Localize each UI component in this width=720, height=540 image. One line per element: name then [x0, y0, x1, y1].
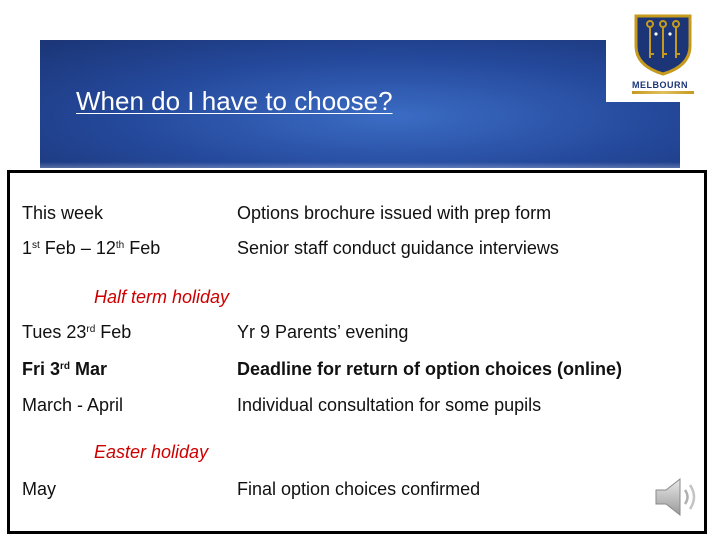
slide-title: When do I have to choose?: [76, 86, 393, 116]
school-logo: [606, 0, 720, 102]
schedule-when: This week: [22, 203, 104, 223]
schedule-what: Options brochure issued with prep form: [237, 203, 552, 223]
schedule-when: May: [22, 479, 57, 499]
schedule-when: Fri 3rd Mar: [22, 359, 108, 379]
schedule-when: 1st Feb – 12th Feb: [22, 238, 161, 258]
holiday-label: Easter holiday: [94, 442, 209, 462]
schedule-when: Tues 23rd Feb: [22, 322, 132, 342]
speaker-icon[interactable]: [650, 473, 704, 521]
schedule-what: Individual consultation for some pupils: [237, 395, 542, 415]
schedule-what: Yr 9 Parents’ evening: [237, 322, 409, 342]
logo-name: MELBOURN: [632, 80, 688, 90]
school-crest-icon: [630, 12, 696, 78]
schedule-when: March - April: [22, 395, 124, 415]
holiday-label: Half term holiday: [94, 287, 230, 307]
logo-subline: [632, 91, 694, 94]
schedule-what: Senior staff conduct guidance interviews: [237, 238, 559, 258]
schedule-what: Final option choices confirmed: [237, 479, 481, 499]
schedule-what: Deadline for return of option choices (online): [237, 359, 623, 379]
schedule-panel: [7, 170, 707, 534]
